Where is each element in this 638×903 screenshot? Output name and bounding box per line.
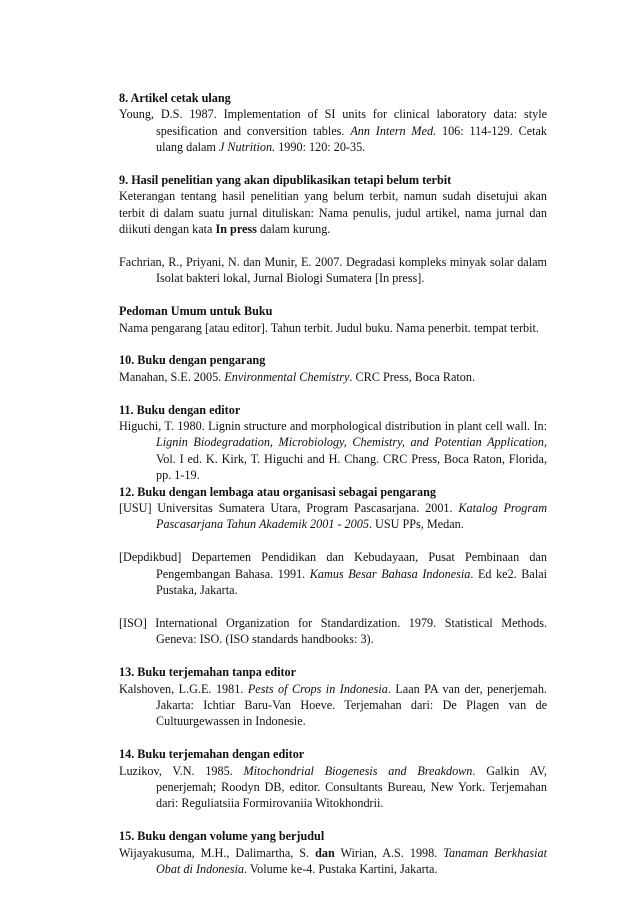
ref-text: . Ed ke2. Balai Pustaka, Jakarta. (156, 566, 548, 598)
reference-entry (119, 763, 547, 812)
section-heading: 15. Buku dengan volume yang berjudul (119, 829, 325, 844)
section-buku-volume (119, 828, 547, 877)
section-heading: 12. Buku dengan lembaga atau organisasi sebagai pengarang (119, 484, 436, 499)
section-heading: 11. Buku dengan editor (119, 402, 241, 417)
ref-text: Wijayakusuma, M.H., Dalimartha, S. (119, 845, 316, 860)
section-heading: 9. Hasil penelitian yang akan dipublikasikan tetapi belum terbit (119, 173, 452, 188)
reference-entry: [ISO] International Organization for Standardization. 1979. Statistical Methods. Geneva: ISO. (ISO standards handbooks: 3). (119, 615, 547, 647)
ref-text: Young, D.S. 1987. Implementation of SI units for clinical laboratory data: style spesification and conversition tables. (119, 107, 547, 138)
para-text: dalam kurung. (256, 222, 331, 237)
ref-text: Wirian, A.S. 1998. (334, 845, 444, 860)
example-block (119, 254, 547, 287)
section-pedoman-umum (119, 303, 547, 336)
ref-italic: Katalog Program Pascasarjana Tahun Akademik 2001 - 2005 (156, 501, 548, 532)
reference-entry (119, 549, 547, 598)
ref-text: [USU] Universitas Sumatera Utara, Program Pascasarjana. 2001. (119, 501, 459, 516)
section-buku-lembaga (119, 484, 547, 533)
section-heading: 10. Buku dengan pengarang (119, 353, 266, 368)
reference-entry (119, 106, 547, 155)
reference-entry: Fachrian, R., Priyani, N. dan Munir, E. 2007. Degradasi kompleks minyak solar dalam Isolat bakteri lokal, Jurnal Biologi Sumatera [In press]. (119, 255, 547, 286)
ref-bold: dan (315, 845, 335, 860)
ref-italic: Lignin Biodegradation, Microbiology, Chemistry, and Potentian Application (156, 435, 544, 450)
ref-text: . USU PPs, Medan. (368, 517, 464, 532)
section-heading: 13. Buku terjemahan tanpa editor (119, 665, 297, 680)
document-page (119, 90, 547, 877)
reference-entry (119, 845, 547, 878)
section-heading: 8. Artikel cetak ulang (119, 91, 231, 105)
ref-italic: Tanaman Berkhasiat Obat di Indonesia (156, 845, 547, 876)
ref-text: . Laan PA van der, penerjemah. Jakarta: Ichtiar Baru-Van Hoeve. Terjemahan dari: De Plagen van de Cultuurgewassen in Indonesie. (156, 681, 547, 729)
ref-text: . CRC Press, Boca Raton. (349, 369, 476, 384)
section-buku-editor (119, 402, 547, 484)
section-artikel-cetak-ulang (119, 90, 547, 156)
reference-block (119, 615, 547, 648)
ref-text: . Volume ke-4. Pustaka Kartini, Jakarta. (244, 861, 438, 876)
reference-entry (119, 681, 547, 730)
reference-entry (119, 418, 547, 484)
ref-text: , Vol. I ed. K. Kirk, T. Higuchi and H. Chang. CRC Press, Boca Raton, Florida, pp. 1-19. (156, 435, 547, 483)
ref-text: . Galkin AV, penerjemah; Roodyn DB, editor. Consultants Bureau, New York. Terjemahan dari: Reguliatsiia Formirovaniia Witokhondrii. (156, 763, 547, 811)
ref-italic: Kamus Besar Bahasa Indonesia (309, 566, 471, 581)
ref-text: Kalshoven, L.G.E. 1981. (119, 681, 248, 696)
ref-text: Luzikov, V.N. 1985. (119, 763, 244, 778)
paragraph (119, 188, 547, 237)
section-heading: Pedoman Umum untuk Buku (119, 304, 273, 319)
section-terjemahan-dengan-editor (119, 746, 547, 812)
section-hasil-penelitian (119, 172, 547, 238)
section-terjemahan-tanpa-editor (119, 664, 547, 730)
ref-text: [Depdikbud] Departemen Pendidikan dan Kebudayaan, Pusat Pembinaan dan Pengembangan Bahasa. 1991. (119, 550, 547, 581)
section-heading: 14. Buku terjemahan dengan editor (119, 747, 305, 762)
reference-block (119, 549, 547, 598)
ref-italic: Ann Intern Med. (350, 123, 437, 138)
ref-text: 1990: 120: 20-35. (275, 140, 366, 155)
reference-entry (119, 500, 547, 533)
ref-text: Higuchi, T. 1980. Lignin structure and morphological distribution in plant cell wall. In: (119, 419, 547, 434)
para-bold: In press (215, 222, 257, 237)
ref-text: 106: 114-129. Cetak ulang dalam (156, 123, 547, 155)
paragraph: Nama pengarang [atau editor]. Tahun terbit. Judul buku. Nama penerbit. tempat terbit. (119, 320, 539, 335)
ref-italic: Pests of Crops in Indonesia (247, 681, 388, 696)
reference-entry (119, 369, 547, 385)
ref-italic: Environmental Chemistry (224, 369, 350, 384)
para-text: Keterangan tentang hasil penelitian yang belum terbit, namun sudah disetujui akan terbit di dalam suatu jurnal dituliskan: Nama penulis, judul artikel, nama jurnal dan diikuti dengan kata (119, 189, 547, 237)
section-buku-pengarang (119, 352, 547, 385)
ref-text: Manahan, S.E. 2005. (119, 369, 225, 384)
ref-italic: Mitochondrial Biogenesis and Breakdown (243, 763, 473, 778)
ref-italic: J Nutrition. (218, 140, 276, 155)
